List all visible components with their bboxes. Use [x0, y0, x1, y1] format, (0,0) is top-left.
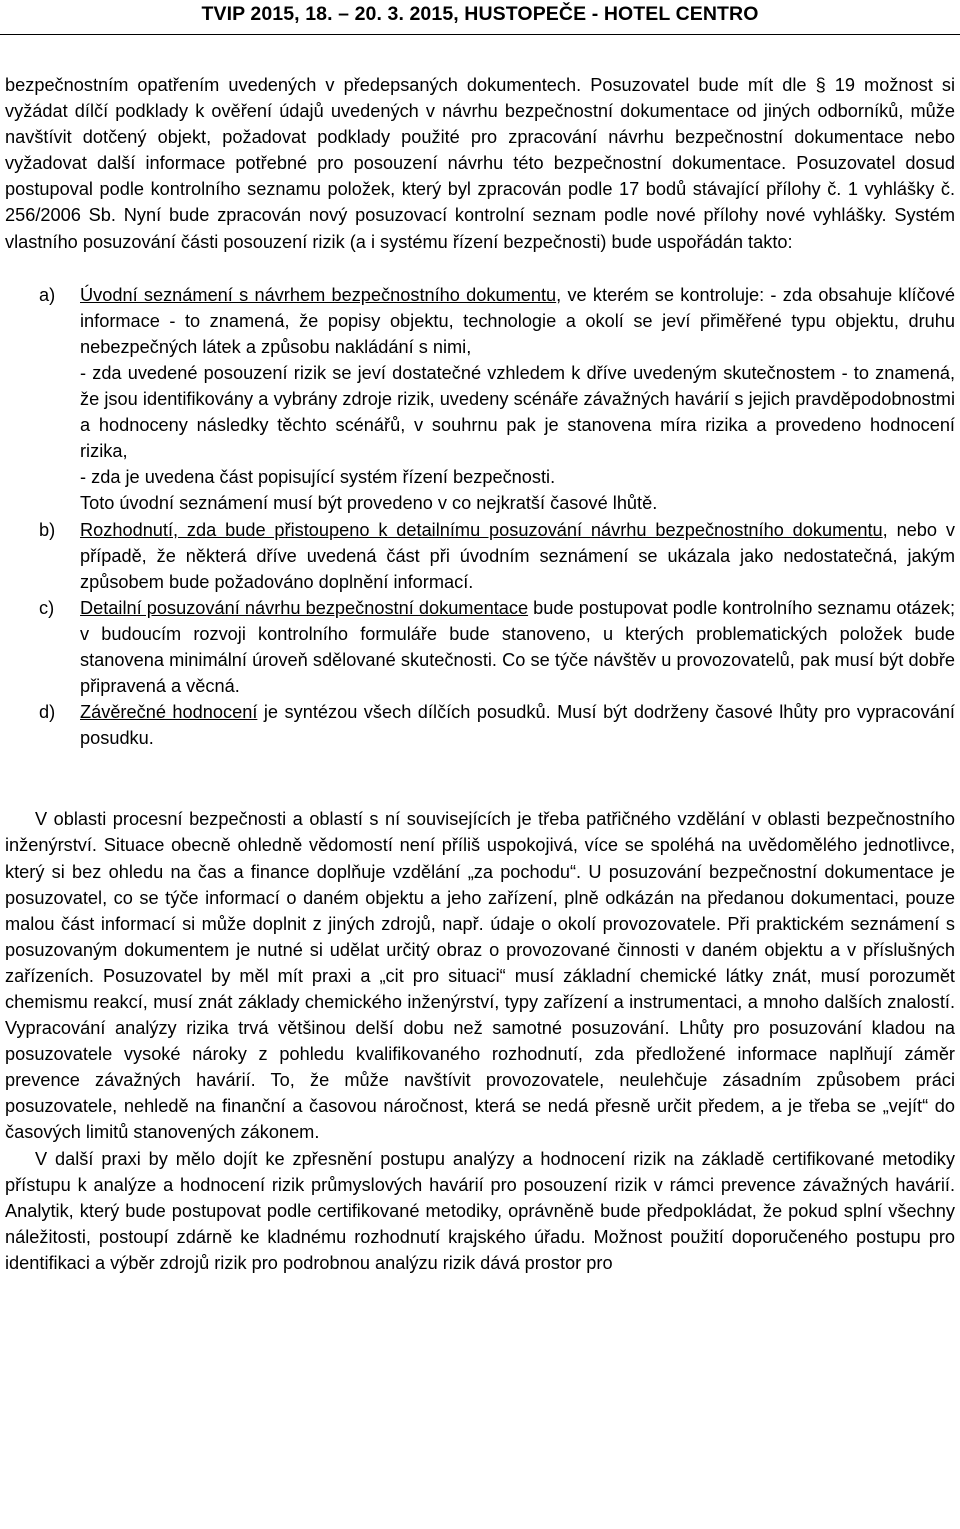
- list-item-title: Závěrečné hodnocení: [80, 702, 258, 723]
- list-item-title: Úvodní seznámení s návrhem bezpečnostního dokumentu: [80, 284, 557, 305]
- list-item-body: je syntézou všech dílčích posudků. Musí být dodrženy časové lhůty pro vypracování posudku.: [80, 702, 955, 749]
- list-marker: d): [39, 702, 56, 723]
- list-item-title: Detailní posuzování návrhu bezpečnostní dokumentace: [80, 597, 529, 618]
- list-item-body: , ve kterém se kontroluje: - zda obsahuje klíčové informace - to znamená, že popisy objektu, technologie a okolí se jeví přiměřené typu objektu, druhu nebezpečných látek a způsobu nakládání s nimi,: [80, 284, 956, 357]
- list-item-line: - zda je uvedena část popisující systém řízení bezpečnosti.: [80, 467, 556, 488]
- body-paragraph: V oblasti procesní bezpečnosti a oblastí s ní souvisejících je třeba patřičného vzdělání v oblasti bezpečnostního inženýrství. Situace obecně ohledně vědomostí není příliš uspokojivá, více se spoléhá na uvědomělého jednotlivce, který si bez ohledu na čas a finance doplňuje vzdělání „za pochodu“. U posuzování bezpečnostní dokumentace je posuzovatel, co se týče informací o daném objektu a jeho zařízení, plně odkázán na předanou dokumentaci, pouze malou část informací si může doplnit z jiných zdrojů, např. údaje o okolí provozovatele. Při praktickém seznámení s posuzovaným dokumentem je nutné si udělat určitý obraz o provozované činnosti v daném objektu a v příslušných zařízeních. Posuzovatel by měl mít praxi a „cit pro situaci“ musí základní chemické látky znát, musí porozumět chemismu reakcí, musí znát základy chemického inženýrství, typy zařízení a instrumentaci, a mnoho dalších znalostí. Vypracování analýzy rizika trvá většinou delší dobu než samotné posuzování. Lhůty pro posuzování kladou na posuzovatele vysoké nároky z pohledu kvalifikovaného rozhodnutí, zda předložené informace naplňují záměr prevence závažných havárií. To, že může navštívit provozovatele, neulehčuje zásadním způsobem práci posuzovatele, nehledě na finanční a časovou náročnost, která se nedá přesně určit předem, a je třeba se „vejít“ do časových limitů stanovených zákonem.: [5, 809, 955, 1143]
- spacer: [5, 255, 955, 282]
- list-item-body: , nebo v případě, že některá dříve uvedená část při úvodním seznámení se ukázala jako nedostatečná, jakým způsobem bude požadováno doplnění informací.: [80, 519, 955, 592]
- list-item-a: [5, 282, 955, 517]
- spacer: [5, 751, 955, 806]
- list-item-text: [80, 282, 955, 360]
- list-item-text: [80, 595, 955, 699]
- list-item-d: [5, 699, 955, 751]
- list-item-b: [5, 517, 955, 595]
- list-item-c: [5, 595, 955, 699]
- header-divider: [0, 34, 960, 35]
- page-header: TVIP 2015, 18. – 20. 3. 2015, HUSTOPEČE - HOTEL CENTRO: [201, 3, 759, 25]
- list-item-line: - zda uvedené posouzení rizik se jeví dostatečné vzhledem k dříve uvedeným skutečnostem - to znamená, že jsou identifikovány a vybrány zdroje rizik, uvedeny scénáře závažných havárií s jejich pravděpodobnostmi a hodnoceny následky těchto scénářů, v souhrnu pak je stanovena míra rizika a provedeno hodnocení rizika,: [80, 362, 955, 462]
- document-body: [5, 72, 955, 1276]
- list-item-text: [80, 699, 955, 751]
- body-paragraph: V další praxi by mělo dojít ke zpřesnění postupu analýzy a hodnocení rizik na základě certifikované metodiky přístupu k analýze a hodnocení rizik průmyslových havárií pro posouzení rizik v rámci prevence závažných havárií. Analytik, který bude postupovat podle certifikované metodiky, oprávněně bude předpokládat, že pokud splní všechny náležitosti, postoupí zdárně ke kladnému rozhodnutí krajského úřadu. Možnost použití doporučeného postupu pro identifikaci a výběr zdrojů rizik pro podrobnou analýzu rizik dává prostor pro: [5, 1148, 955, 1273]
- intro-paragraph: bezpečnostním opatřením uvedených v předepsaných dokumentech. Posuzovatel bude mít dle § 19 možnost si vyžádat dílčí podklady k ověření údajů uvedených v návrhu bezpečnostní dokumentace od jiných odborníků, může navštívit dotčený objekt, požadovat podklady použité pro zpracování návrhu bezpečnostní dokumentace nebo vyžadovat další informace potřebné pro posouzení návrhu této bezpečnostní dokumentace. Posuzovatel dosud postupoval podle kontrolního seznamu položek, který byl zpracován podle 17 bodů stávající přílohy č. 1 vyhlášky č. 256/2006 Sb. Nyní bude zpracován nový posuzovací kontrolní seznam podle nové přílohy nové vyhlášky. Systém vlastního posuzování části posouzení rizik (a i systému řízení bezpečnosti) bude uspořádán takto:: [5, 75, 955, 252]
- list-item-line: Toto úvodní seznámení musí být provedeno v co nejkratší časové lhůtě.: [80, 493, 658, 514]
- list-marker: a): [39, 284, 56, 305]
- list-item-text: [80, 517, 955, 595]
- list-item-body: bude postupovat podle kontrolního seznamu otázek; v budoucím rozvoji kontrolního formuláře bude stanoveno, u kterých problematických položek bude stanovena minimální úroveň sdělované skutečnosti. Co se týče návštěv u provozovatelů, pak musí být dobře připravená a věcná.: [80, 597, 956, 697]
- list-marker: b): [39, 519, 56, 540]
- list-item-title: Rozhodnutí, zda bude přistoupeno k detailnímu posuzování návrhu bezpečnostního dokumentu: [80, 519, 883, 540]
- list-marker: c): [39, 597, 55, 618]
